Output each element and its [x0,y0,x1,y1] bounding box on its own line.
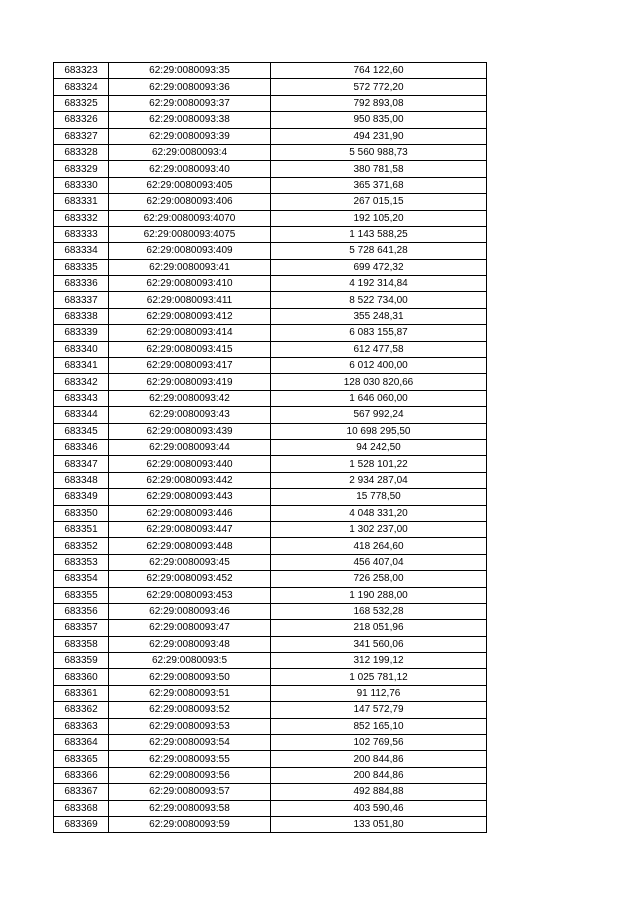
row-number-cell: 683360 [54,669,109,685]
row-number-cell: 683359 [54,653,109,669]
table-row [54,636,487,652]
cadastral-number-cell: 62:29:0080093:452 [109,571,271,587]
cadastral-value-cell: 5 560 988,73 [271,144,487,160]
table-row [54,751,487,767]
cadastral-number-cell: 62:29:0080093:442 [109,472,271,488]
cadastral-number-cell: 62:29:0080093:443 [109,489,271,505]
row-number-cell: 683342 [54,374,109,390]
row-number-cell: 683361 [54,685,109,701]
row-number-cell: 683346 [54,439,109,455]
row-number-cell: 683362 [54,702,109,718]
cadastral-value-cell: 200 844,86 [271,767,487,783]
cadastral-value-cell: 418 264,60 [271,538,487,554]
cadastral-value-cell: 699 472,32 [271,259,487,275]
row-number-cell: 683349 [54,489,109,505]
cadastral-value-cell: 128 030 820,66 [271,374,487,390]
cadastral-value-cell: 192 105,20 [271,210,487,226]
cadastral-value-cell: 403 590,46 [271,800,487,816]
table-row [54,816,487,832]
cadastral-number-cell: 62:29:0080093:412 [109,308,271,324]
cadastral-value-cell: 572 772,20 [271,79,487,95]
table-row [54,439,487,455]
table-row [54,767,487,783]
cadastral-number-cell: 62:29:0080093:43 [109,407,271,423]
cadastral-number-cell: 62:29:0080093:52 [109,702,271,718]
table-row [54,390,487,406]
cadastral-number-cell: 62:29:0080093:5 [109,653,271,669]
cadastral-number-cell: 62:29:0080093:410 [109,276,271,292]
table-row [54,128,487,144]
row-number-cell: 683337 [54,292,109,308]
row-number-cell: 683331 [54,194,109,210]
table-row [54,423,487,439]
cadastral-value-cell: 218 051,96 [271,620,487,636]
cadastral-value-cell: 764 122,60 [271,63,487,79]
row-number-cell: 683324 [54,79,109,95]
cadastral-number-cell: 62:29:0080093:417 [109,358,271,374]
table-row [54,620,487,636]
cadastral-value-cell: 5 728 641,28 [271,243,487,259]
row-number-cell: 683351 [54,521,109,537]
row-number-cell: 683341 [54,358,109,374]
table-row [54,571,487,587]
table-row [54,341,487,357]
row-number-cell: 683335 [54,259,109,275]
table-row [54,63,487,79]
table-row [54,95,487,111]
row-number-cell: 683348 [54,472,109,488]
row-number-cell: 683328 [54,144,109,160]
table-row [54,685,487,701]
table-row [54,259,487,275]
cadastral-number-cell: 62:29:0080093:37 [109,95,271,111]
table-row [54,358,487,374]
row-number-cell: 683323 [54,63,109,79]
row-number-cell: 683350 [54,505,109,521]
cadastral-value-cell: 1 528 101,22 [271,456,487,472]
row-number-cell: 683353 [54,554,109,570]
table-row [54,489,487,505]
table-row [54,226,487,242]
cadastral-value-cell: 102 769,56 [271,735,487,751]
table-row [54,800,487,816]
cadastral-value-cell: 267 015,15 [271,194,487,210]
cadastral-number-cell: 62:29:0080093:4070 [109,210,271,226]
row-number-cell: 683367 [54,784,109,800]
cadastral-number-cell: 62:29:0080093:59 [109,816,271,832]
table-row [54,554,487,570]
row-number-cell: 683347 [54,456,109,472]
row-number-cell: 683333 [54,226,109,242]
row-number-cell: 683326 [54,112,109,128]
cadastral-value-cell: 91 112,76 [271,685,487,701]
row-number-cell: 683343 [54,390,109,406]
cadastral-number-cell: 62:29:0080093:4075 [109,226,271,242]
table-row [54,472,487,488]
table-row [54,194,487,210]
row-number-cell: 683354 [54,571,109,587]
cadastral-value-cell: 950 835,00 [271,112,487,128]
row-number-cell: 683356 [54,603,109,619]
cadastral-value-cell: 200 844,86 [271,751,487,767]
cadastral-number-cell: 62:29:0080093:415 [109,341,271,357]
row-number-cell: 683352 [54,538,109,554]
row-number-cell: 683338 [54,308,109,324]
cadastral-number-cell: 62:29:0080093:414 [109,325,271,341]
cadastral-number-cell: 62:29:0080093:54 [109,735,271,751]
cadastral-value-cell: 4 048 331,20 [271,505,487,521]
table-row [54,276,487,292]
row-number-cell: 683366 [54,767,109,783]
cadastral-number-cell: 62:29:0080093:36 [109,79,271,95]
row-number-cell: 683340 [54,341,109,357]
cadastral-number-cell: 62:29:0080093:51 [109,685,271,701]
cadastral-value-cell: 365 371,68 [271,177,487,193]
table-row [54,210,487,226]
row-number-cell: 683329 [54,161,109,177]
table-row [54,112,487,128]
cadastral-value-cell: 792 893,08 [271,95,487,111]
cadastral-number-cell: 62:29:0080093:448 [109,538,271,554]
table-row [54,702,487,718]
cadastral-value-cell: 612 477,58 [271,341,487,357]
row-number-cell: 683344 [54,407,109,423]
table-row [54,144,487,160]
table-row [54,177,487,193]
cadastral-value-cell: 94 242,50 [271,439,487,455]
table-row [54,243,487,259]
cadastral-number-cell: 62:29:0080093:44 [109,439,271,455]
cadastral-value-cell: 726 258,00 [271,571,487,587]
table-row [54,521,487,537]
table-body [54,63,487,833]
row-number-cell: 683325 [54,95,109,111]
cadastral-number-cell: 62:29:0080093:453 [109,587,271,603]
row-number-cell: 683330 [54,177,109,193]
row-number-cell: 683369 [54,816,109,832]
cadastral-value-cell: 6 012 400,00 [271,358,487,374]
cadastral-number-cell: 62:29:0080093:419 [109,374,271,390]
cadastral-value-cell: 852 165,10 [271,718,487,734]
cadastral-value-cell: 2 934 287,04 [271,472,487,488]
table-row [54,292,487,308]
row-number-cell: 683336 [54,276,109,292]
cadastral-number-cell: 62:29:0080093:45 [109,554,271,570]
cadastral-number-cell: 62:29:0080093:42 [109,390,271,406]
table-row [54,407,487,423]
table-row [54,161,487,177]
table-row [54,505,487,521]
cadastral-value-cell: 1 302 237,00 [271,521,487,537]
cadastral-number-cell: 62:29:0080093:409 [109,243,271,259]
cadastral-value-cell: 1 646 060,00 [271,390,487,406]
cadastral-number-cell: 62:29:0080093:46 [109,603,271,619]
cadastral-value-cell: 4 192 314,84 [271,276,487,292]
cadastral-value-cell: 168 532,28 [271,603,487,619]
cadastral-number-cell: 62:29:0080093:405 [109,177,271,193]
cadastral-number-cell: 62:29:0080093:55 [109,751,271,767]
cadastral-number-cell: 62:29:0080093:58 [109,800,271,816]
row-number-cell: 683363 [54,718,109,734]
row-number-cell: 683345 [54,423,109,439]
cadastral-value-cell: 567 992,24 [271,407,487,423]
cadastral-value-cell: 456 407,04 [271,554,487,570]
row-number-cell: 683334 [54,243,109,259]
cadastral-value-cell: 10 698 295,50 [271,423,487,439]
table-row [54,718,487,734]
table-row [54,456,487,472]
cadastral-value-cell: 341 560,06 [271,636,487,652]
row-number-cell: 683365 [54,751,109,767]
cadastral-number-cell: 62:29:0080093:447 [109,521,271,537]
cadastral-number-cell: 62:29:0080093:35 [109,63,271,79]
cadastral-value-cell: 15 778,50 [271,489,487,505]
cadastral-value-cell: 494 231,90 [271,128,487,144]
cadastral-number-cell: 62:29:0080093:41 [109,259,271,275]
table-row [54,374,487,390]
cadastral-number-cell: 62:29:0080093:47 [109,620,271,636]
cadastral-value-cell: 492 884,88 [271,784,487,800]
table-row [54,325,487,341]
row-number-cell: 683358 [54,636,109,652]
cadastral-value-cell: 1 190 288,00 [271,587,487,603]
cadastral-value-cell: 312 199,12 [271,653,487,669]
cadastral-value-cell: 1 025 781,12 [271,669,487,685]
cadastral-number-cell: 62:29:0080093:440 [109,456,271,472]
cadastral-value-table [53,62,487,833]
cadastral-number-cell: 62:29:0080093:50 [109,669,271,685]
table-row [54,308,487,324]
row-number-cell: 683355 [54,587,109,603]
cadastral-value-cell: 355 248,31 [271,308,487,324]
cadastral-number-cell: 62:29:0080093:56 [109,767,271,783]
row-number-cell: 683339 [54,325,109,341]
table-row [54,653,487,669]
table-row [54,603,487,619]
cadastral-value-cell: 6 083 155,87 [271,325,487,341]
cadastral-number-cell: 62:29:0080093:439 [109,423,271,439]
cadastral-value-cell: 8 522 734,00 [271,292,487,308]
row-number-cell: 683332 [54,210,109,226]
cadastral-number-cell: 62:29:0080093:53 [109,718,271,734]
cadastral-value-cell: 133 051,80 [271,816,487,832]
table-row [54,587,487,603]
cadastral-number-cell: 62:29:0080093:48 [109,636,271,652]
cadastral-value-cell: 1 143 588,25 [271,226,487,242]
row-number-cell: 683364 [54,735,109,751]
cadastral-value-cell: 147 572,79 [271,702,487,718]
cadastral-number-cell: 62:29:0080093:38 [109,112,271,128]
table-row [54,669,487,685]
table-row [54,735,487,751]
cadastral-number-cell: 62:29:0080093:406 [109,194,271,210]
cadastral-number-cell: 62:29:0080093:39 [109,128,271,144]
cadastral-number-cell: 62:29:0080093:4 [109,144,271,160]
cadastral-value-cell: 380 781,58 [271,161,487,177]
row-number-cell: 683357 [54,620,109,636]
table-row [54,538,487,554]
cadastral-number-cell: 62:29:0080093:446 [109,505,271,521]
cadastral-number-cell: 62:29:0080093:40 [109,161,271,177]
row-number-cell: 683368 [54,800,109,816]
table-row [54,784,487,800]
row-number-cell: 683327 [54,128,109,144]
table-row [54,79,487,95]
cadastral-number-cell: 62:29:0080093:411 [109,292,271,308]
cadastral-number-cell: 62:29:0080093:57 [109,784,271,800]
